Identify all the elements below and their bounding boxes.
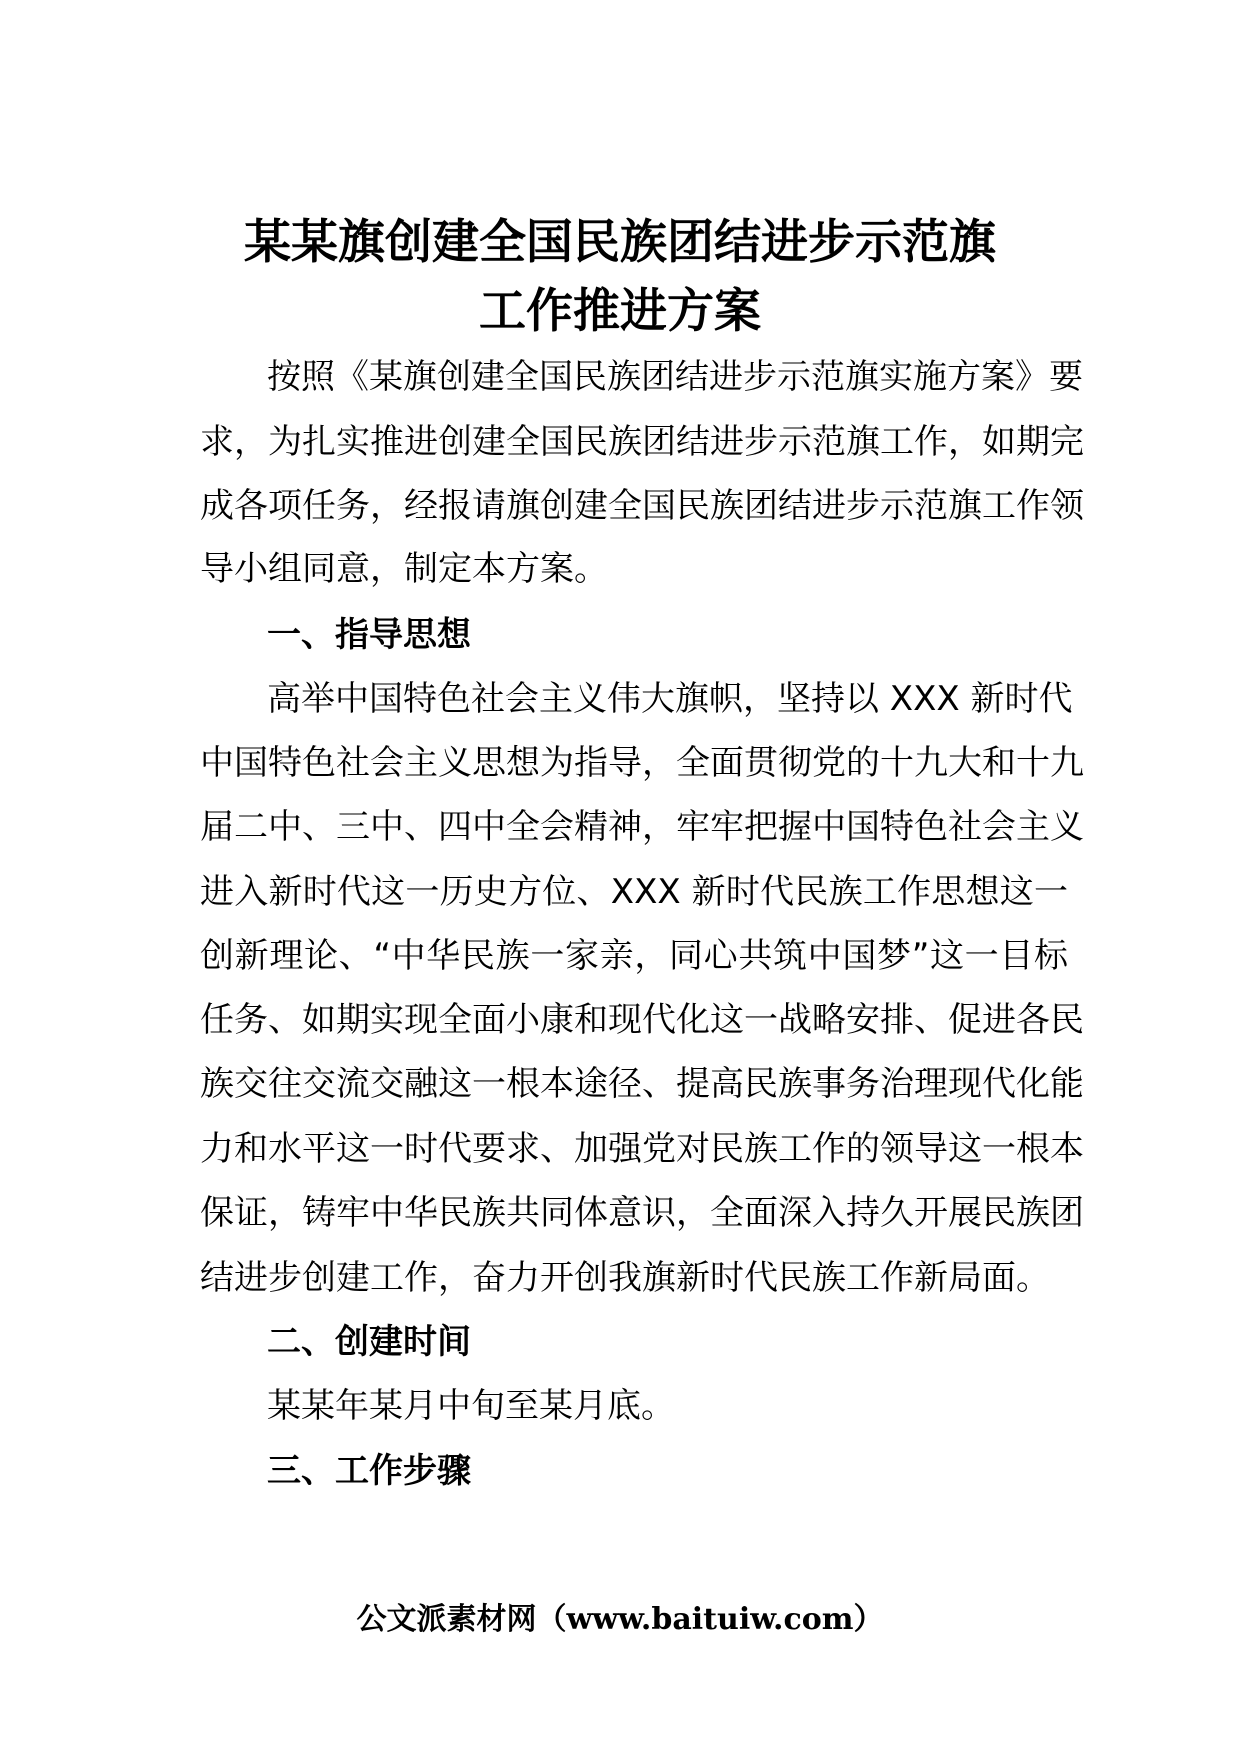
section-1-line: 任务、如期实现全面小康和现代化这一战略安排、促进各民 xyxy=(200,1000,1084,1040)
section-1-line: 高举中国特色社会主义伟大旗帜，坚持以 XXX 新时代 xyxy=(267,679,1073,719)
section-1-line: 中国特色社会主义思想为指导，全面贯彻党的十九大和十九 xyxy=(200,743,1084,783)
section-1-line: 保证，铸牢中华民族共同体意识，全面深入持久开展民族团 xyxy=(200,1193,1084,1233)
document-title-line-2: 工作推进方案 xyxy=(479,284,761,339)
footer-source: 公文派素材网（www.baituiw.com） xyxy=(356,1602,884,1637)
intro-line: 成各项任务，经报请旗创建全国民族团结进步示范旗工作领 xyxy=(200,486,1084,526)
document-title-line-1: 某某旗创建全国民族团结进步示范旗 xyxy=(244,215,996,270)
section-1-line: 进入新时代这一历史方位、XXX 新时代民族工作思想这一 xyxy=(200,872,1068,912)
section-1-line: 族交往交流交融这一根本途径、提高民族事务治理现代化能 xyxy=(200,1064,1084,1104)
intro-line: 导小组同意，制定本方案。 xyxy=(200,549,608,589)
intro-line: 按照《某旗创建全国民族团结进步示范旗实施方案》要 xyxy=(267,357,1083,397)
section-2-line: 某某年某月中旬至某月底。 xyxy=(267,1386,675,1426)
section-1-line: 届二中、三中、四中全会精神，牢牢把握中国特色社会主义 xyxy=(200,807,1084,847)
section-heading-work-steps: 三、工作步骤 xyxy=(267,1451,471,1491)
section-1-line: 结进步创建工作，奋力开创我旗新时代民族工作新局面。 xyxy=(200,1258,1050,1298)
intro-line: 求，为扎实推进创建全国民族团结进步示范旗工作，如期完 xyxy=(200,422,1084,462)
section-heading-guiding-ideology: 一、指导思想 xyxy=(267,615,471,655)
section-heading-creation-time: 二、创建时间 xyxy=(267,1322,471,1362)
section-1-line: 创新理论、“中华民族一家亲，同心共筑中国梦”这一目标 xyxy=(200,936,1068,976)
section-1-line: 力和水平这一时代要求、加强党对民族工作的领导这一根本 xyxy=(200,1129,1084,1169)
